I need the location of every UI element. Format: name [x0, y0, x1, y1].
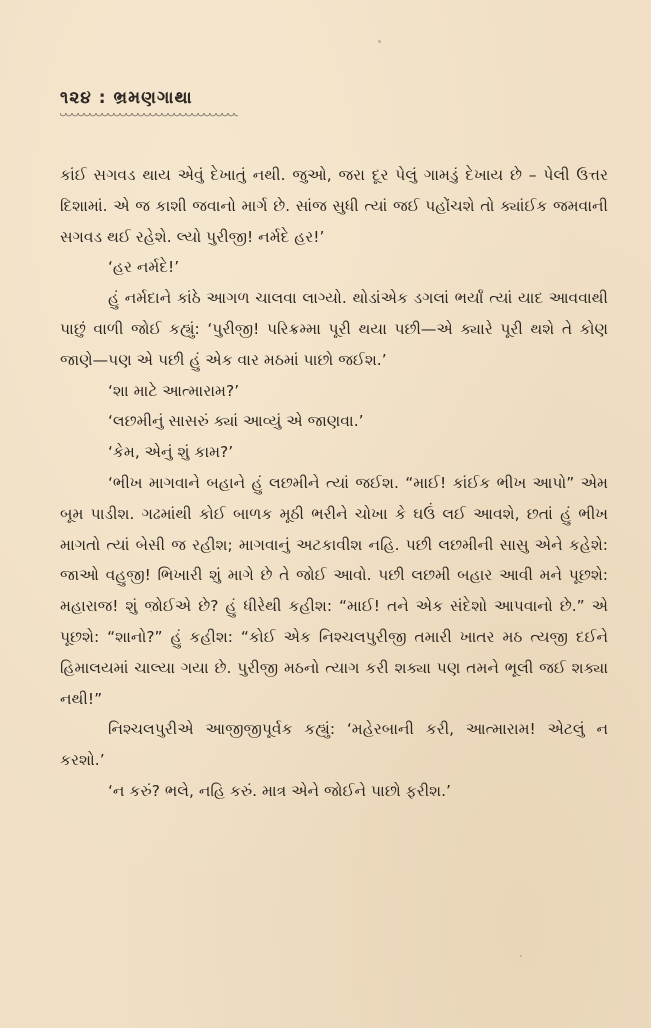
body-text	[60, 160, 608, 807]
paragraph: ‘શા માટે આત્મારામ?’	[108, 381, 240, 400]
paragraph: ‘હર નર્મદે!’	[108, 258, 180, 277]
header-wavy-rule	[60, 113, 238, 119]
paper-speck	[520, 955, 522, 957]
paragraph: ‘કેમ, એનું શું કામ?’	[108, 443, 234, 462]
paragraph: ‘ન કરું? ભલે, નહિ કરું. માત્ર એને જોઈને પાછો ફરીશ.’	[108, 781, 451, 800]
paragraph: નિશ્ચલપુરીએ આજીજીપૂર્વક કહ્યું: ‘મહેરબાની કરી, આત્મારામ! એટલું ન કરશો.’	[60, 720, 608, 770]
paragraph: ‘લછમીનું સાસરું ક્યાં આવ્યું એ જાણવા.’	[108, 412, 364, 431]
paper-speck	[378, 40, 381, 43]
paragraph: ‘ભીખ માગવાને બહાને હું લછમીને ત્યાં જઈશ. “માઈ! કાંઈક ભીખ આપો” એમ બૂમ પાડીશ. ગઢમાંથી કોઈ બાળક મૂઠી ભરીને ચોખા કે ઘઉં લઈ આવશે, છતાં હું ભીખ માગતો ત્યાં બેસી જ રહીશ; માગવાનું અટકાવીશ નહિ. પછી લછમીની સાસુ એને કહેશે: જાઓ વહુજી! ભિખારી શું માગે છે તે જોઈ આવો. પછી લછમી બહાર આવી મને પૂછશે: મહારાજ! શું જોઈએ છે? હું ધીરેથી કહીશ: “માઈ! તને એક સંદેશો આપવાનો છે.” એ પૂછશે: “શાનો?” હું કહીશ: “કોઈ એક નિશ્ચલપુરીજી તમારી ખાતર મઠ ત્યજી દઈને હિમાલયમાં ચાલ્યા ગયા છે. પુરીજી મઠનો ત્યાગ કરી શક્યા પણ તમને ભૂલી જઈ શક્યા નથી!”	[60, 473, 608, 708]
page-number: ૧૨૪	[60, 88, 92, 108]
running-title: ભ્રમણગાથા	[113, 88, 193, 108]
paper-speck	[150, 610, 152, 612]
paragraph-continuation: કાંઈ સગવડ થાય એવું દેખાતું નથી. જુઓ, જરા દૂર પેલું ગામડું દેખાય છે – પેલી ઉત્તર દિશામાં. એ જ કાશી જવાનો માર્ગ છે. સાંજ સુધી ત્યાં જઈ પહોંચશે તો ક્યાંઈક જમવાની સગવડ થઈ રહેશે. લ્યો પુરીજી! નર્મદે હર!’	[60, 166, 608, 246]
header-separator: :	[98, 88, 107, 108]
paragraph: હું નર્મદાને કાંઠે આગળ ચાલવા લાગ્યો. થોડાંએક ડગલાં ભર્યાં ત્યાં યાદ આવવાથી પાછું વાળી જોઈ કહ્યું: ‘પુરીજી! પરિક્રમ્મા પૂરી થયા પછી—એ ક્યારે પૂરી થશે તે કોણ જાણે—પણ એ પછી હું એક વાર મઠમાં પાછો જઈશ.’	[60, 289, 608, 369]
running-header	[60, 88, 193, 108]
